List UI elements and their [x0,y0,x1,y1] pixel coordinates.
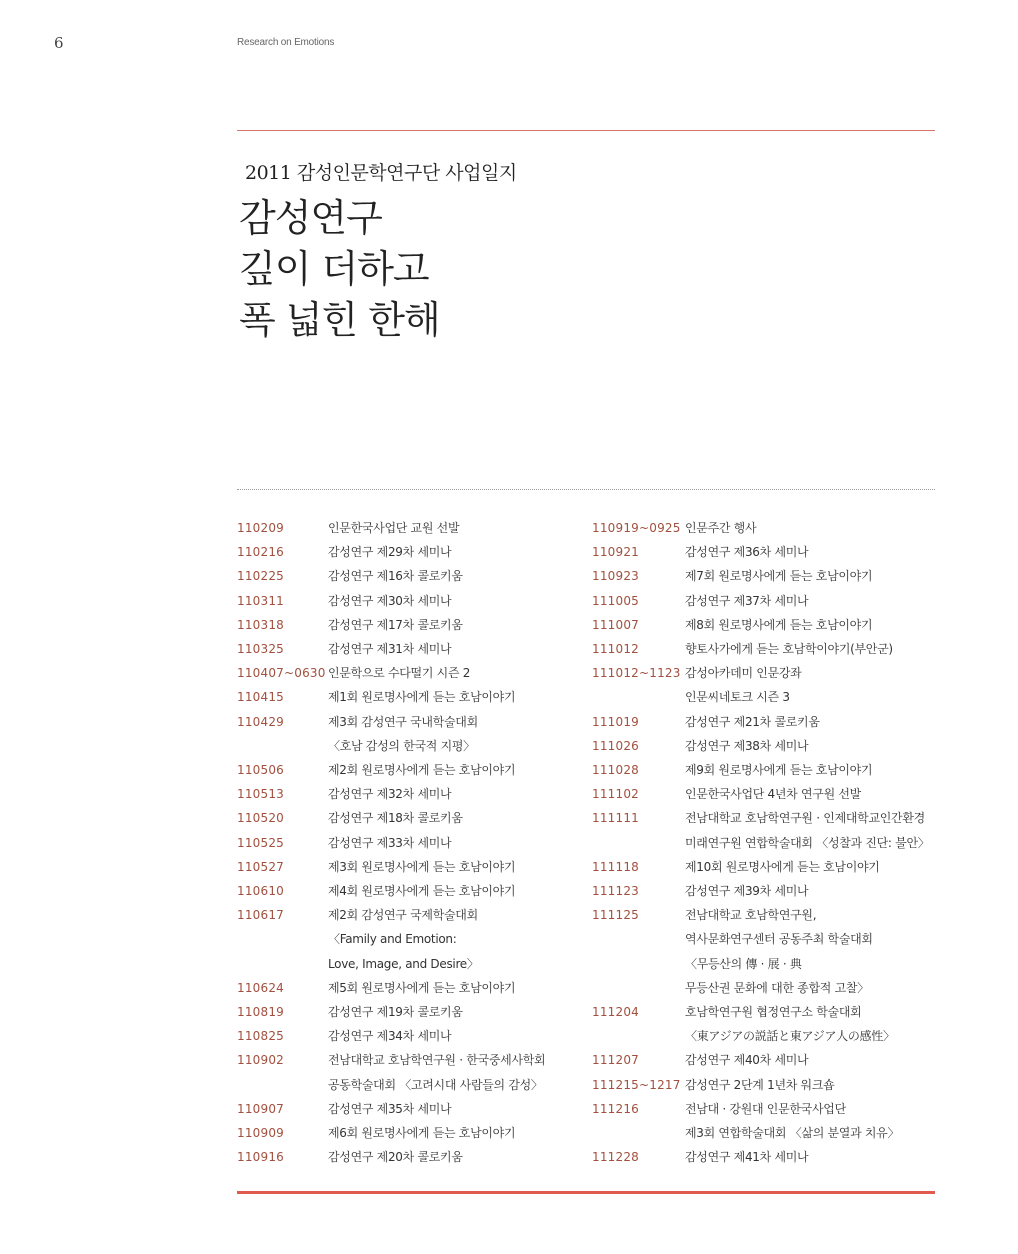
entry-date [592,1121,685,1145]
entry-date: 110415 [237,690,285,705]
entry-title: 감성연구 제30차 세미나 [328,593,452,608]
entry-title: 제8회 원로명사에게 듣는 호남이야기 [685,617,873,632]
entry-date [237,927,328,951]
schedule-entry [592,976,942,1000]
entry-date: 110825 [237,1029,285,1044]
entry-title: 제6회 원로명사에게 듣는 호남이야기 [328,1126,516,1141]
main-title-line: 감성연구 [239,196,382,240]
entry-title: 제3회 감성연구 국내학술대회 [328,714,478,729]
entry-date: 111207 [592,1053,640,1068]
entry-date: 110909 [237,1126,285,1141]
schedule-entry [592,661,942,685]
top-rule [237,130,935,131]
entry-date: 111026 [592,738,640,753]
entry-title: Love, Image, and Desire〉 [328,956,479,971]
entry-title: 제5회 원로명사에게 듣는 호남이야기 [328,980,516,995]
entry-date: 111204 [592,1005,640,1020]
schedule-entry [237,952,582,976]
entry-date [592,1024,685,1048]
bottom-rule [237,1191,935,1194]
entry-title: 전남대학교 호남학연구원 · 인제대학교인간환경 [685,811,925,826]
schedule-entry [237,1024,582,1048]
schedule-entry [237,661,582,685]
entry-title: 제7회 원로명사에게 듣는 호남이야기 [685,569,873,584]
schedule-entry [237,1097,582,1121]
entry-title: 인문씨네토크 시즌 3 [685,690,790,705]
schedule-entry [237,1073,582,1097]
entry-date [237,734,328,758]
entry-date: 111228 [592,1150,640,1165]
schedule-entry [237,1048,582,1072]
entry-date: 110610 [237,884,285,899]
schedule-entry [237,589,582,613]
schedule-entry [592,1121,942,1145]
schedule-entry [237,976,582,1000]
schedule-entry [592,879,942,903]
entry-title: 〈호남 감성의 한국적 지평〉 [328,738,475,753]
entry-title: 〈東アジアの説話と東アジア人の感性〉 [685,1029,895,1044]
entry-date [592,831,685,855]
schedule-entry [237,782,582,806]
entry-date: 111215~1217 [592,1077,681,1092]
schedule-entry [237,879,582,903]
schedule-entry [592,734,942,758]
schedule-entry [592,903,942,927]
entry-title: 감성연구 제21차 콜로키움 [685,714,820,729]
schedule-column-right [592,516,942,1169]
entry-date [592,927,685,951]
schedule-entry [592,1097,942,1121]
entry-title: 제2회 감성연구 국제학술대회 [328,908,478,923]
entry-date: 110513 [237,787,285,802]
entry-date: 110506 [237,763,285,778]
schedule-entry [592,1073,942,1097]
entry-title: 감성연구 제29차 세미나 [328,545,452,560]
entry-date: 111118 [592,859,640,874]
entry-title: 제1회 원로명사에게 듣는 호남이야기 [328,690,516,705]
entry-date: 110907 [237,1101,285,1116]
entry-title: 감성연구 제34차 세미나 [328,1029,452,1044]
schedule-entry [237,540,582,564]
entry-title: 감성연구 제38차 세미나 [685,738,809,753]
main-title-line: 폭 넓힌 한해 [239,298,440,342]
subtitle: 2011 감성인문학연구단 사업일지 [245,162,517,184]
entry-date: 110318 [237,617,285,632]
entry-date: 110919~0925 [592,521,681,535]
schedule-entry [592,758,942,782]
entry-date: 110617 [237,908,285,923]
dotted-divider [237,489,935,490]
schedule-entry [592,831,942,855]
schedule-entry [237,1121,582,1145]
schedule-entry [237,806,582,830]
schedule-column-left [237,516,582,1169]
schedule-entry [592,855,942,879]
running-header: Research on Emotions [237,37,335,48]
schedule-entry [592,516,942,540]
entry-title: 미래연구원 연합학술대회 〈성찰과 진단: 불안〉 [685,835,930,850]
entry-title: 감성연구 제40차 세미나 [685,1053,809,1068]
schedule-entry [237,637,582,661]
entry-title: 감성연구 제32차 세미나 [328,787,452,802]
schedule-entry [592,782,942,806]
entry-date: 110525 [237,835,285,850]
entry-title: 제10회 원로명사에게 듣는 호남이야기 [685,859,880,874]
entry-title: 감성연구 제35차 세미나 [328,1101,452,1116]
entry-date [237,952,328,976]
entry-title: 제4회 원로명사에게 듣는 호남이야기 [328,884,516,899]
schedule-entry [237,1000,582,1024]
entry-date: 111111 [592,811,640,826]
schedule-entry [592,589,942,613]
entry-date: 110407~0630 [237,666,326,681]
entry-date: 110902 [237,1053,285,1068]
entry-title: 인문한국사업단 교원 선발 [328,521,460,535]
schedule-entry [237,685,582,709]
entry-title: 인문주간 행사 [685,521,757,535]
entry-date: 110429 [237,714,285,729]
schedule-entry [237,831,582,855]
entry-title: 감성연구 제33차 세미나 [328,835,452,850]
entry-title: 공동학술대회 〈고려시대 사람들의 감성〉 [328,1077,543,1092]
entry-date: 110216 [237,545,285,560]
entry-date: 110527 [237,859,285,874]
entry-date: 110624 [237,980,285,995]
entry-title: 감성연구 제20차 콜로키움 [328,1150,463,1165]
main-title-line: 깊이 더하고 [239,247,429,291]
entry-title: 감성연구 제19차 콜로키움 [328,1005,463,1020]
schedule-entry [237,734,582,758]
entry-date: 111012 [592,642,640,657]
entry-date: 110311 [237,593,285,608]
entry-title: 전남대 · 강원대 인문한국사업단 [685,1101,846,1116]
entry-title: 역사문화연구센터 공동주최 학술대회 [685,932,873,947]
schedule-entry [592,1000,942,1024]
schedule-entry [237,564,582,588]
schedule-entry [237,613,582,637]
schedule-entry [592,806,942,830]
entry-title: 제3회 원로명사에게 듣는 호남이야기 [328,859,516,874]
entry-title: 〈무등산의 傳 · 展 · 典 [685,956,802,971]
entry-title: 무등산권 문화에 대한 종합적 고찰〉 [685,980,869,995]
entry-title: 감성연구 제16차 콜로키움 [328,569,463,584]
entry-date [237,1073,328,1097]
schedule-entry [592,685,942,709]
schedule-entry [592,927,942,951]
entry-date: 111102 [592,787,640,802]
entry-date: 110819 [237,1005,285,1020]
entry-title: 감성연구 제39차 세미나 [685,884,809,899]
schedule-entry [237,903,582,927]
entry-title: 감성연구 제18차 콜로키움 [328,811,463,826]
schedule-entry [592,1024,942,1048]
schedule-entry [592,710,942,734]
entry-date: 110923 [592,569,640,584]
entry-title: 감성연구 제31차 세미나 [328,642,452,657]
schedule-entry [592,1145,942,1169]
entry-date [592,976,685,1000]
entry-title: 전남대학교 호남학연구원, [685,908,817,923]
schedule-entry [237,516,582,540]
schedule-entry [237,1145,582,1169]
entry-date: 110325 [237,642,285,657]
entry-title: 감성아카데미 인문강좌 [685,666,802,681]
entry-title: 인문한국사업단 4년차 연구원 선발 [685,787,861,802]
entry-title: 향토사가에게 듣는 호남학이야기(부안군) [685,642,893,657]
entry-date [592,685,685,709]
entry-date [592,952,685,976]
entry-date: 111019 [592,714,640,729]
schedule-entry [592,540,942,564]
entry-title: 제3회 연합학술대회 〈삶의 분열과 치유〉 [685,1126,900,1141]
entry-title: 〈Family and Emotion: [328,932,457,947]
entry-date: 110225 [237,569,285,584]
schedule-entry [592,1048,942,1072]
entry-date: 111125 [592,908,640,923]
entry-date: 111028 [592,763,640,778]
page-number: 6 [54,34,64,52]
entry-date: 110916 [237,1150,285,1165]
entry-date: 111005 [592,593,640,608]
main-title [239,193,440,346]
entry-title: 감성연구 제37차 세미나 [685,593,809,608]
entry-title: 제2회 원로명사에게 듣는 호남이야기 [328,763,516,778]
entry-date: 111216 [592,1101,640,1116]
entry-title: 감성연구 2단계 1년차 워크숍 [685,1077,835,1092]
entry-title: 감성연구 제17차 콜로키움 [328,617,463,632]
schedule-entry [237,927,582,951]
entry-title: 감성연구 제36차 세미나 [685,545,809,560]
schedule-entry [237,710,582,734]
entry-date: 111007 [592,617,640,632]
entry-title: 인문학으로 수다떨기 시즌 2 [328,666,471,681]
schedule-entry [592,637,942,661]
schedule-entry [592,613,942,637]
schedule-entry [237,758,582,782]
schedule-entry [592,952,942,976]
entry-date: 110520 [237,811,285,826]
entry-title: 감성연구 제41차 세미나 [685,1150,809,1165]
schedule-entry [237,855,582,879]
entry-title: 전남대학교 호남학연구원 · 한국중세사학회 [328,1053,546,1068]
entry-date: 111123 [592,884,640,899]
entry-date: 110921 [592,545,640,560]
entry-date: 110209 [237,521,285,535]
schedule-entry [592,564,942,588]
entry-date: 111012~1123 [592,666,681,681]
entry-title: 제9회 원로명사에게 듣는 호남이야기 [685,763,873,778]
entry-title: 호남학연구원 협정연구소 학술대회 [685,1005,862,1020]
